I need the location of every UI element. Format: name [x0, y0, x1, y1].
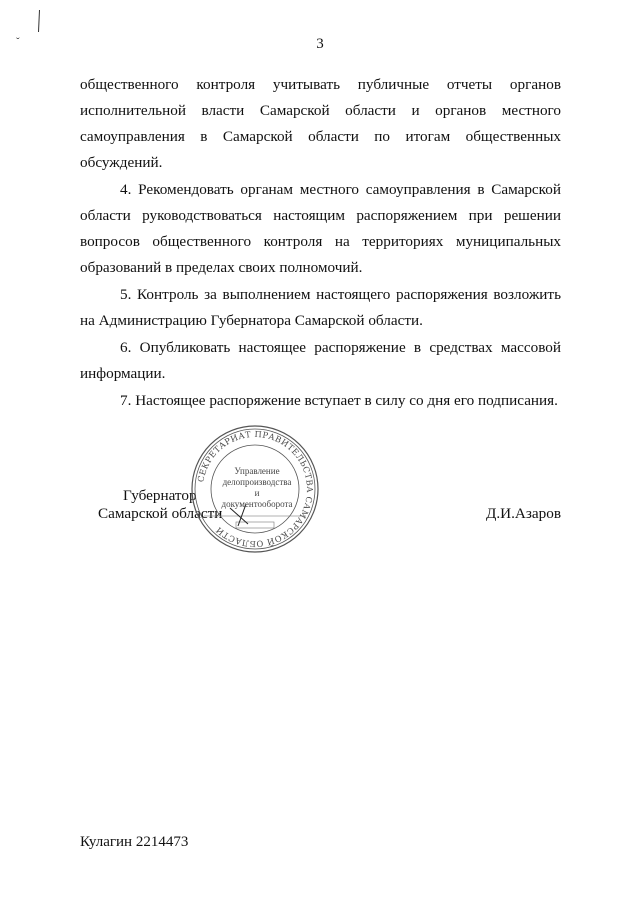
page-number: 3: [316, 36, 324, 52]
stamp-center-text: [220, 466, 294, 510]
paragraph-7: 7. Настоящее распоряжение вступает в силу со дня его подписания.: [120, 392, 558, 409]
paragraph-5: 5. Контроль за выполнением настоящего распоряжения возложить на Администрацию Губернатора Самарской области.: [80, 286, 561, 329]
stamp-center-line: делопроизводства: [222, 477, 292, 487]
signature-block: [80, 487, 561, 547]
signer-name: Д.И.Азаров: [486, 505, 561, 522]
paragraph-continuation: общественного контроля учитывать публичные отчеты органов исполнительной власти Самарской области и органов местного самоуправления в Самарской области по итогам общественных обсуждений.: [80, 76, 561, 171]
margin-check-mark: ˇ: [16, 36, 20, 48]
stamp-ring-text: СЕКРЕТАРИАТ ПРАВИТЕЛЬСТВА САМАРСКОЙ ОБЛАСТИ: [195, 428, 316, 550]
document-body: [80, 72, 561, 414]
signer-title-line2: Самарской области: [98, 505, 223, 522]
executor-footer: Кулагин 2214473: [80, 834, 189, 850]
paragraph-6: 6. Опубликовать настоящее распоряжение в средствах массовой информации.: [80, 339, 561, 382]
official-stamp: [190, 424, 320, 554]
margin-pen-mark: [38, 10, 40, 32]
stamp-center-line: Управление: [234, 466, 280, 476]
signer-title-line1: Губернатор: [123, 487, 197, 504]
stamp-center-line: и документооборота: [221, 488, 293, 509]
paragraph-4: 4. Рекомендовать органам местного самоуправления в Самарской области руководствоваться настоящим распоряжением при решении вопросов общественного контроля на территориях муниципальных образований в пределах своих полномочий.: [80, 181, 561, 276]
